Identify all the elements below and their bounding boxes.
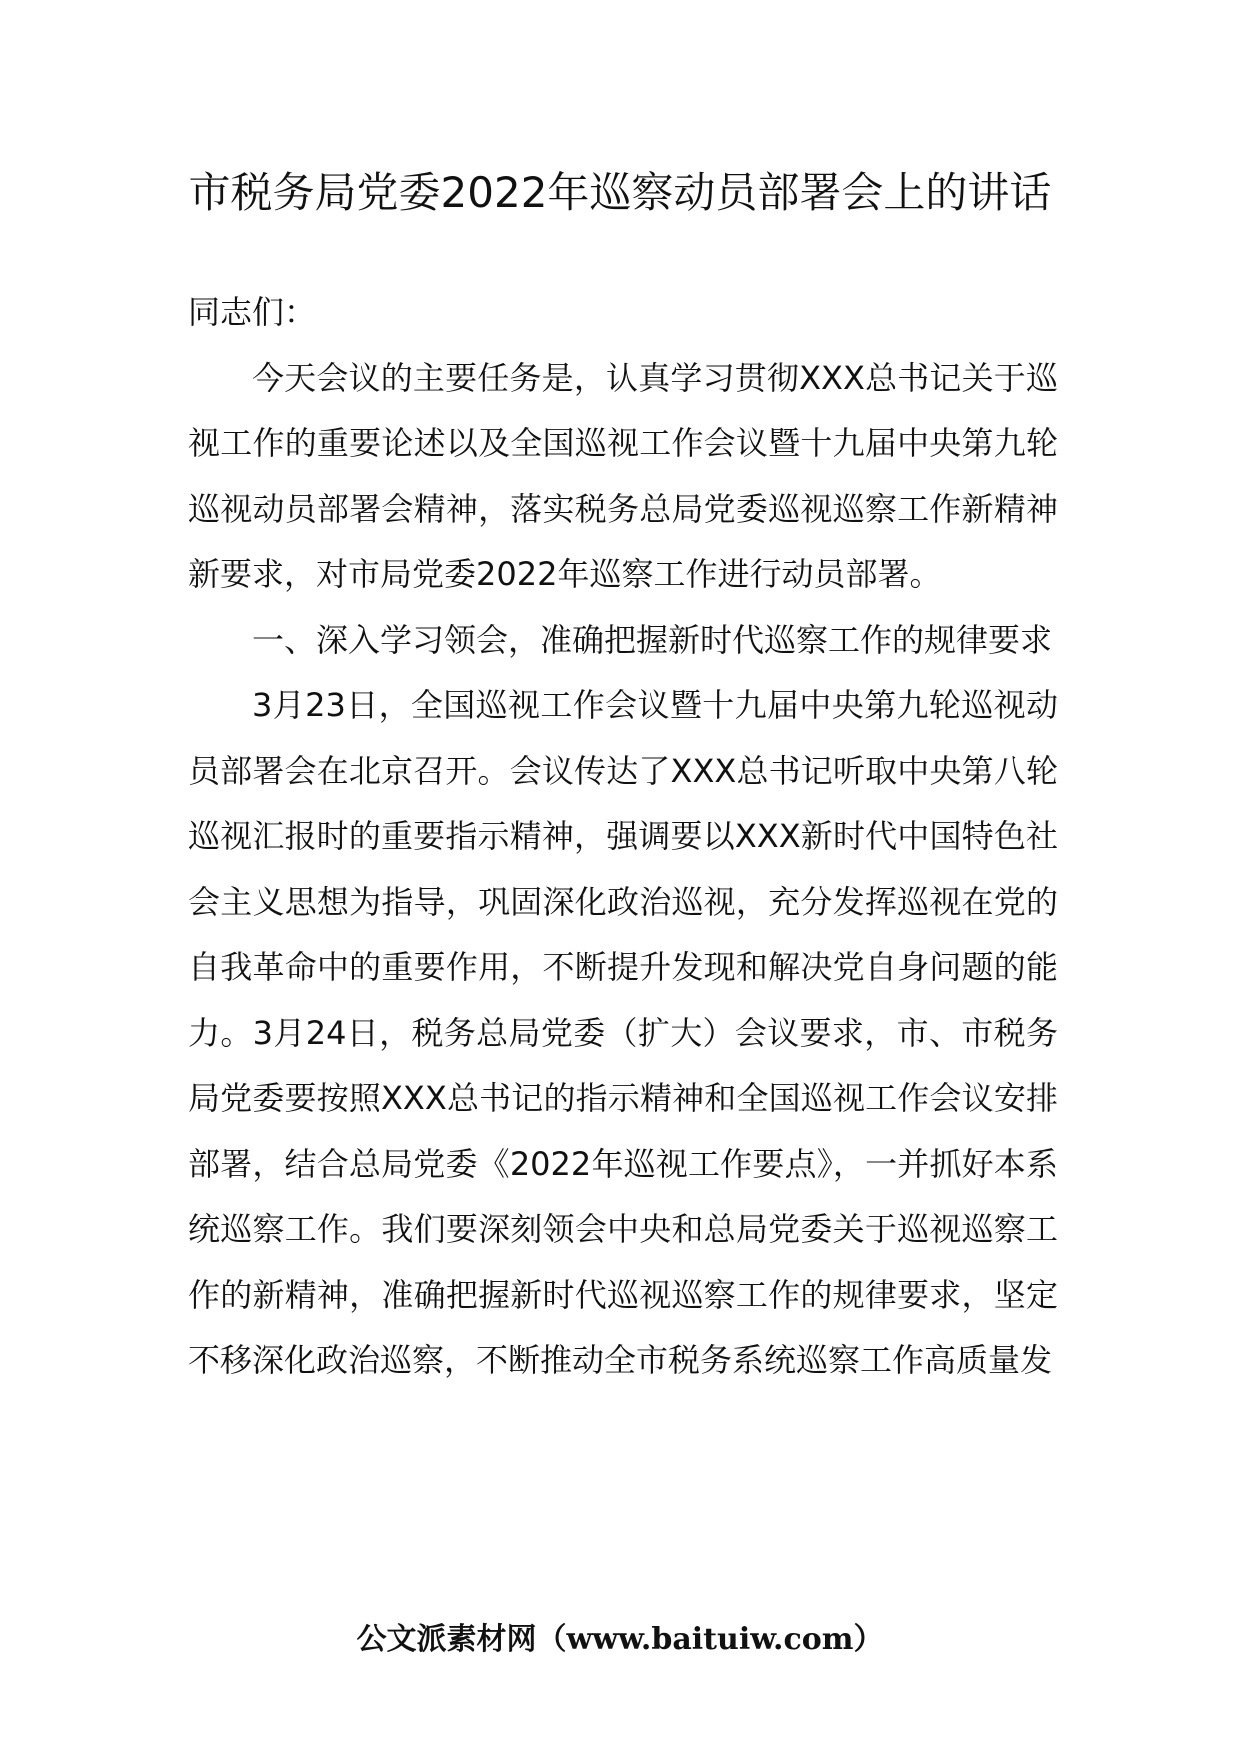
- paragraph-section-1: 3月23日，全国巡视工作会议暨十九届中央第九轮巡视动员部署会在北京召开。会议传达了XXX总书记听取中央第八轮巡视汇报时的重要指示精神，强调要以XXX新时代中国特色社会主义思想为指导，巩固深化政治巡视，充分发挥巡视在党的自我革命中的重要作用，不断提升发现和解决党自身问题的能力。3月24日，税务总局党委（扩大）会议要求，市、市税务局党委要按照XXX总书记的指示精神和全国巡视工作会议安排部署，结合总局党委《2022年巡视工作要点》，一并抓好本系统巡察工作。我们要深刻领会中央和总局党委关于巡视巡察工作的新精神，准确把握新时代巡视巡察工作的规律要求，坚定不移深化政治巡察，不断推动全市税务系统巡察工作高质量发: [188, 686, 1058, 1379]
- document-title: 市税务局党委2022年巡察动员部署会上的讲话: [188, 168, 1052, 217]
- salutation: 同志们：: [188, 293, 317, 331]
- document-body: [188, 280, 1058, 1394]
- section-heading-1: 一、深入学习领会，准确把握新时代巡察工作的规律要求: [252, 620, 1053, 659]
- footer-watermark: 公文派素材网（www.baituiw.com）: [356, 1622, 884, 1657]
- paragraph-intro: 今天会议的主要任务是，认真学习贯彻XXX总书记关于巡视工作的重要论述以及全国巡视工作会议暨十九届中央第九轮巡视动员部署会精神，落实税务总局党委巡视巡察工作新精神新要求，对市局党委2022年巡察工作进行动员部署。: [188, 358, 1058, 593]
